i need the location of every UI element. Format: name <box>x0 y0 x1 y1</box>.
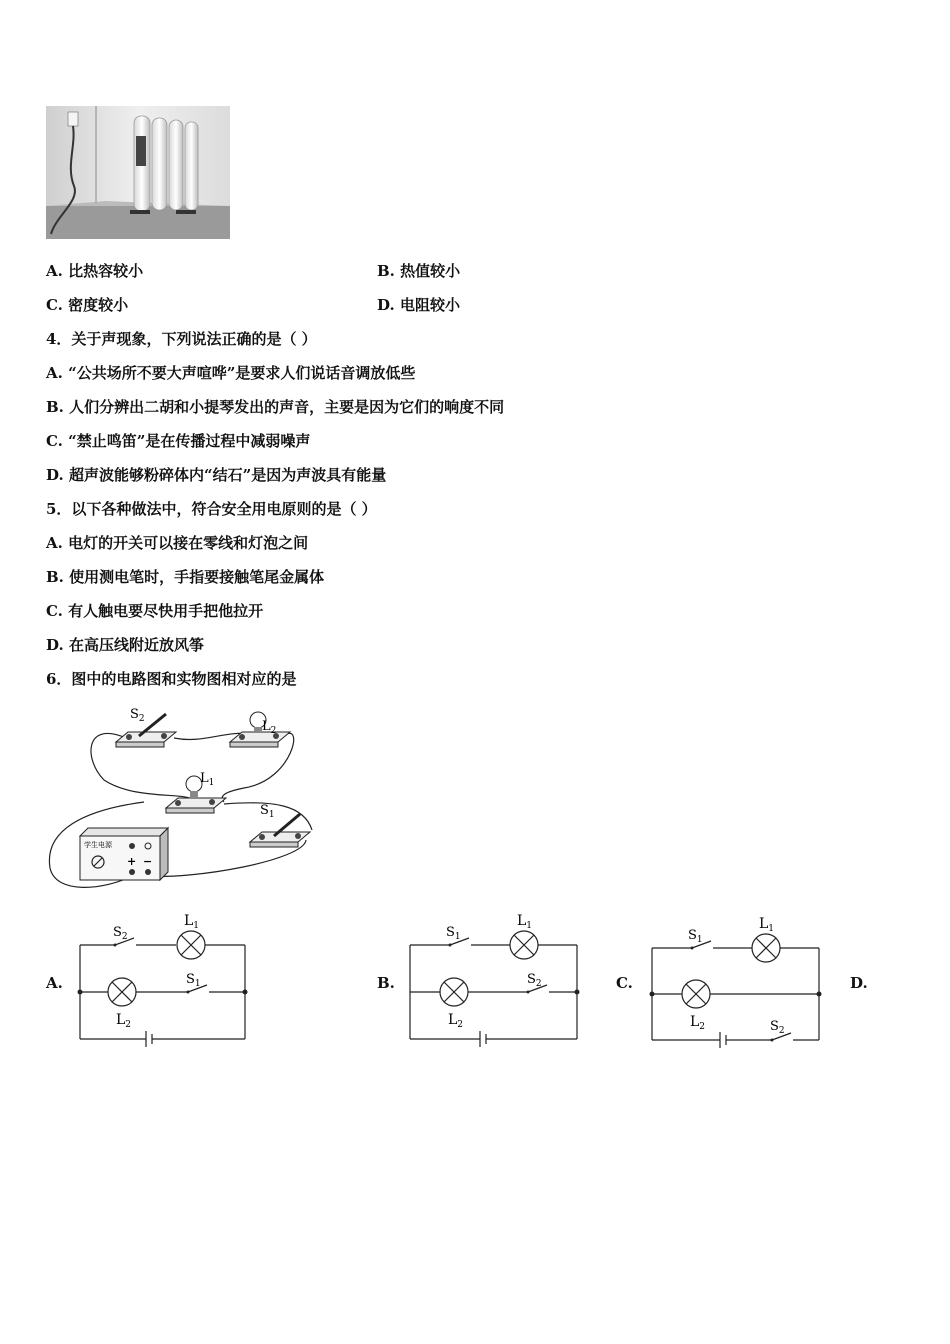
power-supply-label: 学生电源 <box>84 841 112 849</box>
b-top-lamp-label: $L_1$ <box>517 913 533 931</box>
b-mid-switch-label: $S_2$ <box>527 972 542 989</box>
q5-option-b: B. 使用测电笔时，手指要接触笔尾金属体 <box>46 568 325 586</box>
q3-option-c: C. 密度较小 <box>46 296 129 314</box>
switch-s2 <box>116 714 176 747</box>
q3-option-b: B. 热值较小 <box>377 262 461 280</box>
circuit-a <box>70 905 260 1050</box>
lamp-l1 <box>166 776 226 813</box>
label-l1: $L_1$ <box>200 771 215 788</box>
a-mid-lamp-label: $L_2$ <box>116 1012 132 1030</box>
q4-option-c: C. “禁止鸣笛”是在传播过程中减弱噪声 <box>46 432 311 450</box>
label-s2: $S_2$ <box>130 707 145 724</box>
a-top-switch-label: $S_2$ <box>113 925 128 942</box>
switch-s1 <box>250 814 310 847</box>
q5-option-a: A. 电灯的开关可以接在零线和灯泡之间 <box>46 534 309 552</box>
circuit-b <box>400 905 590 1050</box>
q3-option-a: A. 比热容较小 <box>46 262 144 280</box>
a-mid-switch-label: $S_1$ <box>186 972 201 989</box>
power-supply <box>80 828 168 880</box>
c-top-lamp-label: $L_1$ <box>759 916 775 934</box>
c-top-switch-label: $S_1$ <box>688 928 703 945</box>
q6-option-d-letter: D. <box>850 974 868 992</box>
b-mid-lamp-label: $L_2$ <box>448 1012 464 1030</box>
lamp-l2 <box>230 712 290 747</box>
b-top-switch-label: $S_1$ <box>446 925 461 942</box>
q4-stem: 4．关于声现象，下列说法正确的是（ ） <box>46 330 317 348</box>
q6-option-a-letter: A. <box>46 974 63 992</box>
q6-stem: 6．图中的电路图和实物图相对应的是 <box>46 670 297 688</box>
a-top-lamp-label: $L_1$ <box>184 913 200 931</box>
label-l2: $L_2$ <box>262 719 277 736</box>
q6-option-c-letter: C. <box>616 974 633 992</box>
q5-option-c: C. 有人触电要尽快用手把他拉开 <box>46 602 264 620</box>
q4-option-a: A. “公共场所不要大声喧哗”是要求人们说话音调放低些 <box>46 364 416 382</box>
q4-option-b: B. 人们分辨出二胡和小提琴发出的声音，主要是因为它们的响度不同 <box>46 398 505 416</box>
c-bot-switch-label: $S_2$ <box>770 1019 785 1036</box>
q5-option-d: D. 在高压线附近放风筝 <box>46 636 204 654</box>
physical-circuit-figure <box>44 700 334 900</box>
label-s1: $S_1$ <box>260 803 275 820</box>
q4-option-d: D. 超声波能够粉碎体内“结石”是因为声波具有能量 <box>46 466 387 484</box>
power-plus: + <box>127 855 137 868</box>
c-mid-lamp-label: $L_2$ <box>690 1014 706 1032</box>
q6-option-b-letter: B. <box>377 974 395 992</box>
q5-stem: 5．以下各种做法中，符合安全用电原则的是（ ） <box>46 500 377 518</box>
q3-option-d: D. 电阻较小 <box>377 296 460 314</box>
circuit-c <box>642 905 832 1050</box>
oil-heater-photo <box>46 106 230 239</box>
power-minus: − <box>143 855 153 868</box>
